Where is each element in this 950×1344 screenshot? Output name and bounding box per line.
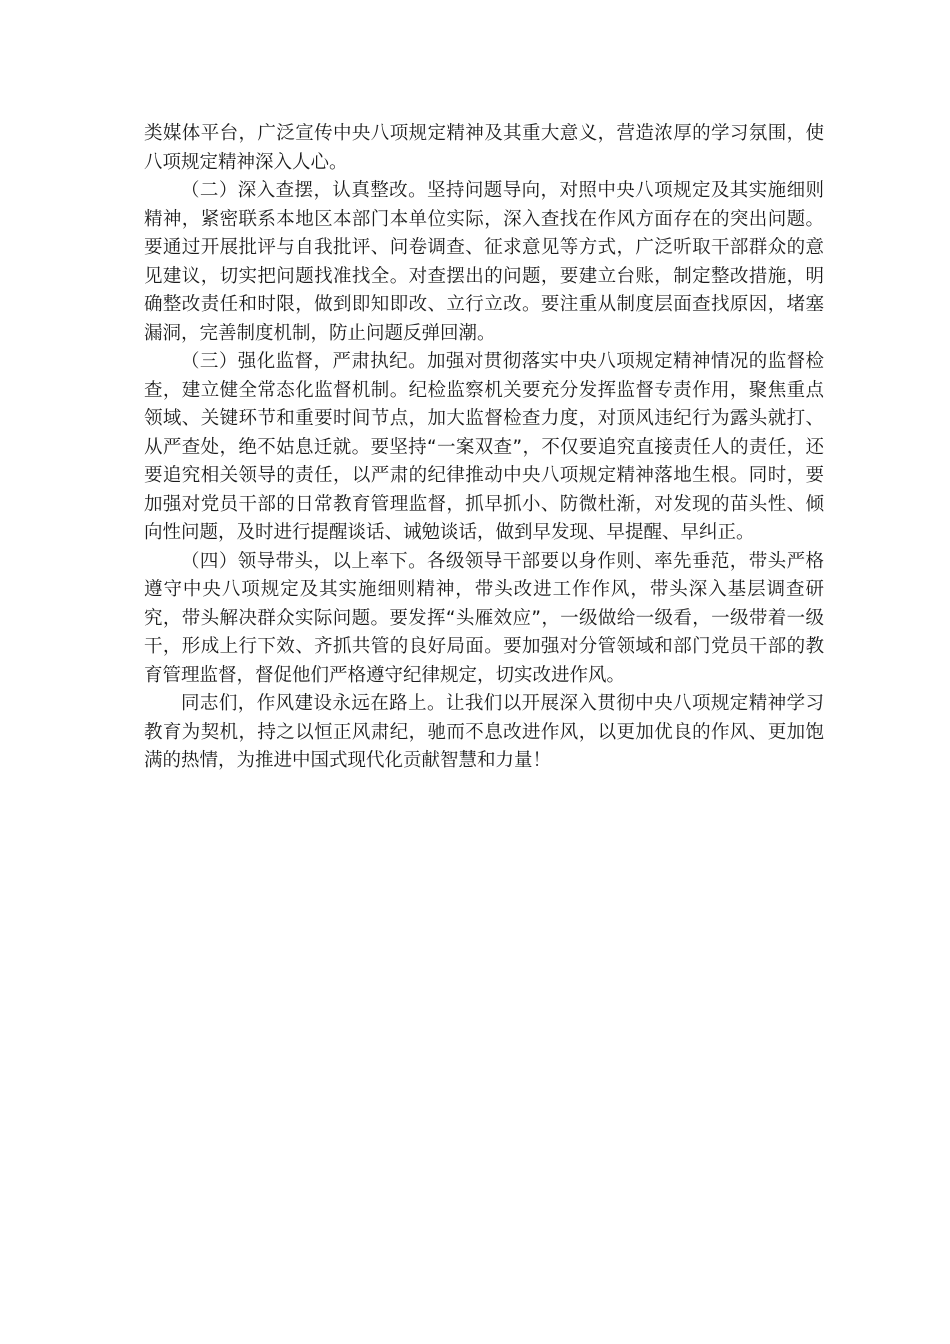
paragraph-closing: 同志们，作风建设永远在路上。让我们以开展深入贯彻中央八项规定精神学习教育为契机，持之以恒正风肃纪，驰而不息改进作风，以更加优良的作风、更加饱满的热情，为推进中国式现代化贡献智慧和力量！ [144,693,824,771]
document-body [144,120,824,776]
paragraph-continuation: 类媒体平台，广泛宣传中央八项规定精神及其重大意义，营造浓厚的学习氛围，使八项规定精神深入人心。 [144,123,824,173]
paragraph-section-three: （三）强化监督，严肃执纪。加强对贯彻落实中央八项规定精神情况的监督检查，建立健全常态化监督机制。纪检监察机关要充分发挥监督专责作用，聚焦重点领域、关键环节和重要时间节点，加大监督检查力度，对顶风违纪行为露头就打、从严查处，绝不姑息迁就。要坚持“一案双查”，不仅要追究直接责任人的责任，还要追究相关领导的责任，以严肃的纪律推动中央八项规定精神落地生根。同时，要加强对党员干部的日常教育管理监督，抓早抓小、防微杜渐，对发现的苗头性、倾向性问题，及时进行提醒谈话、诫勉谈话，做到早发现、早提醒、早纠正。 [144,351,824,543]
paragraph-section-four: （四）领导带头，以上率下。各级领导干部要以身作则、率先垂范，带头严格遵守中央八项规定及其实施细则精神，带头改进工作作风，带头深入基层调查研究，带头解决群众实际问题。要发挥“头雁效应”，一级做给一级看，一级带着一级干，形成上行下效、齐抓共管的良好局面。要加强对分管领域和部门党员干部的教育管理监督，督促他们严格遵守纪律规定，切实改进作风。 [144,550,824,686]
paragraph-section-two: （二）深入查摆，认真整改。坚持问题导向，对照中央八项规定及其实施细则精神，紧密联系本地区本部门本单位实际，深入查找在作风方面存在的突出问题。要通过开展批评与自我批评、问卷调查、征求意见等方式，广泛听取干部群众的意见建议，切实把问题找准找全。对查摆出的问题，要建立台账，制定整改措施，明确整改责任和时限，做到即知即改、立行立改。要注重从制度层面查找原因，堵塞漏洞，完善制度机制，防止问题反弹回潮。 [144,180,824,344]
